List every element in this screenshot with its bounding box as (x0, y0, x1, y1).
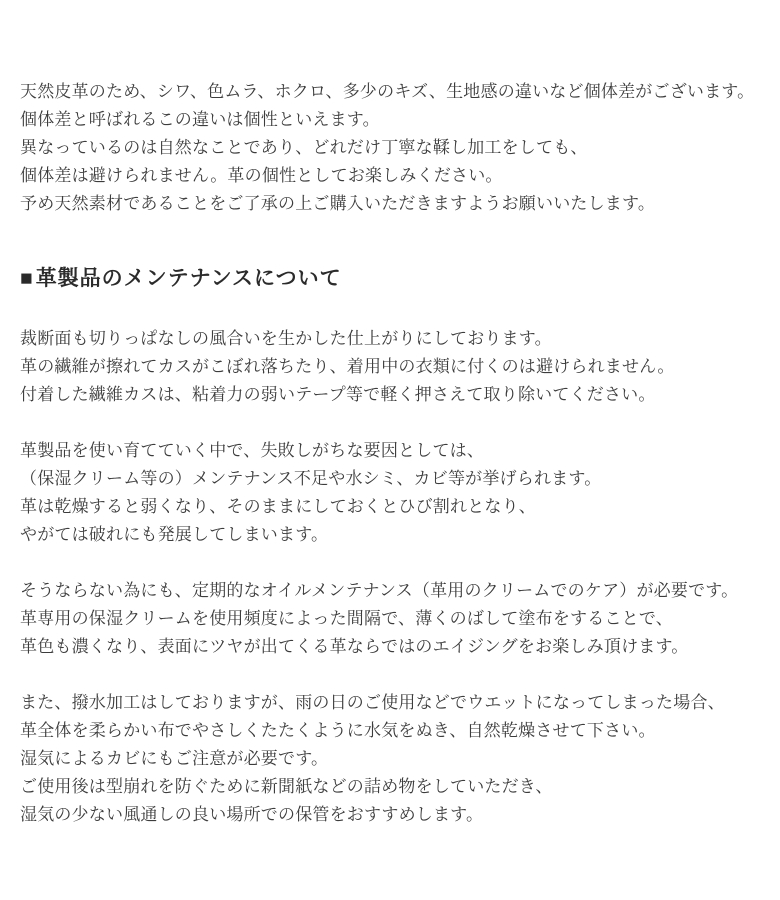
square-bullet-icon: ■ (20, 266, 34, 290)
text-line: 天然皮革のため、シワ、色ムラ、ホクロ、多少のキズ、生地感の違いなど個体差がございます。 (20, 82, 755, 101)
text-line: 裁断面も切りっぱなしの風合いを生かした仕上がりにしております。 (20, 329, 552, 348)
text-line: 革専用の保湿クリームを使用頻度によった間隔で、薄くのばして塗布をすることで、 (20, 609, 673, 628)
maintenance-section-heading (20, 263, 760, 293)
text-line: ご使用後は型崩れを防ぐために新聞紙などの詰め物をしていただき、 (20, 777, 553, 796)
text-line: 革色も濃くなり、表面にツヤが出てくる革ならではのエイジングをお楽しみ頂けます。 (20, 637, 689, 656)
text-line: 革の繊維が擦れてカスがこぼれ落ちたり、着用中の衣類に付くのは避けられません。 (20, 357, 675, 376)
text-line: 個体差は避けられません。革の個性としてお楽しみください。 (20, 166, 503, 185)
text-line: やがては破れにも発展してしまいます。 (20, 525, 329, 544)
text-line: 異なっているのは自然なことであり、どれだけ丁寧な鞣し加工をしても、 (20, 138, 588, 157)
text-line: 個体差と呼ばれるこの違いは個性といえます。 (20, 110, 380, 129)
text-line: 革は乾燥すると弱くなり、そのままにしておくとひび割れとなり、 (20, 497, 536, 516)
text-line: 付着した繊維カスは、粘着力の弱いテープ等で軽く押さえて取り除いてください。 (20, 385, 656, 404)
text-line: そうならない為にも、定期的なオイルメンテナンス（革用のクリームでのケア）が必要です。 (20, 581, 739, 600)
section-heading-text: 革製品のメンテナンスについて (35, 266, 342, 290)
text-line: 予め天然素材であることをご了承の上ご購入いただきますようお願いいたします。 (20, 194, 656, 213)
paragraph-cut-edge-fibers (20, 325, 760, 409)
text-line: （保湿クリーム等の）メンテナンス不足や水シミ、カビ等が挙げられます。 (20, 469, 602, 488)
text-line: 湿気によるカビにもご注意が必要です。 (20, 749, 329, 768)
text-line: 湿気の少ない風通しの良い場所での保管をおすすめします。 (20, 805, 484, 824)
paragraph-failure-causes (20, 437, 760, 549)
text-line: 革全体を柔らかい布でやさしくたたくように水気をぬき、自然乾燥させて下さい。 (20, 721, 656, 740)
paragraph-oil-maintenance (20, 577, 760, 661)
text-line: また、撥水加工はしておりますが、雨の日のご使用などでウエットになってしまった場合、 (20, 693, 725, 712)
text-line: 革製品を使い育てていく中で、失敗しがちな要因としては、 (20, 441, 485, 460)
paragraph-wet-care-storage (20, 689, 760, 829)
individual-differences-note (20, 78, 760, 218)
